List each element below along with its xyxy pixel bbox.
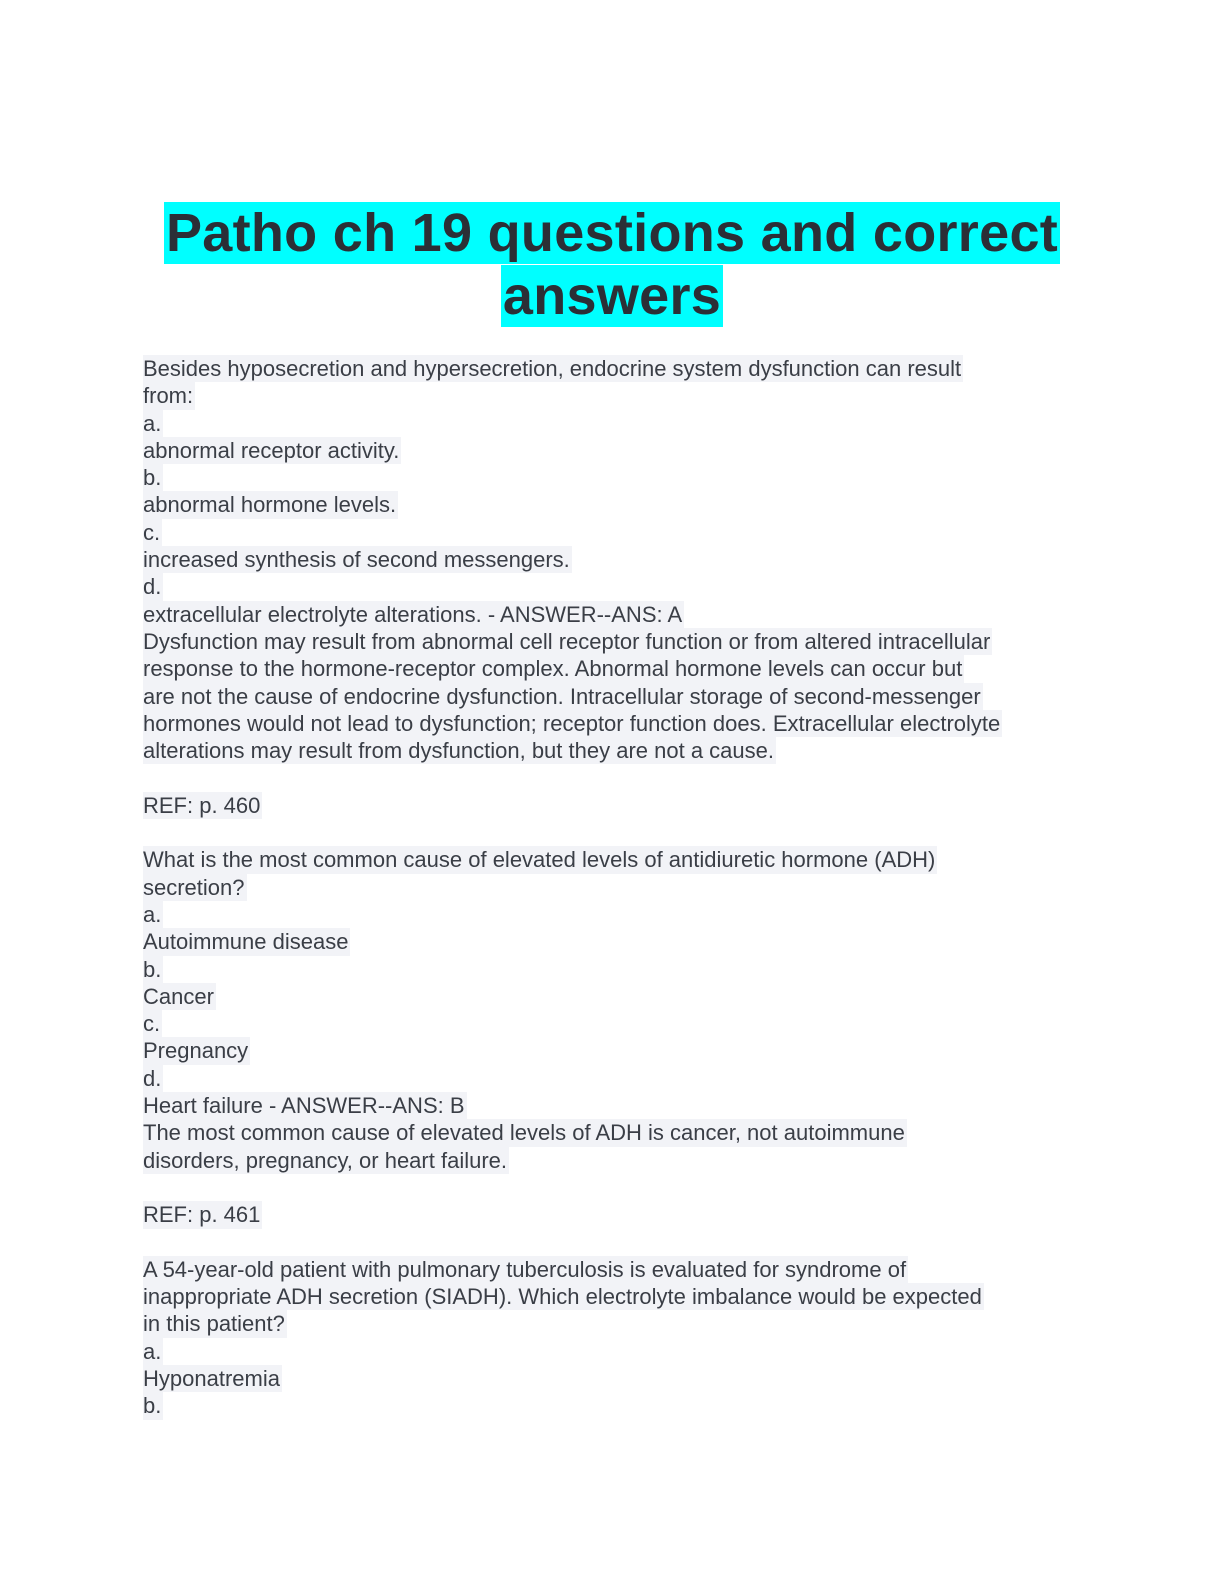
rationale-text: disorders, pregnancy, or heart failure. (143, 1147, 507, 1173)
option-letter: c. (143, 519, 161, 545)
option-letter: a. (143, 901, 162, 927)
question-text: secretion? (143, 874, 245, 900)
option-letter: b. (143, 465, 162, 491)
option-text: Pregnancy (143, 1038, 249, 1064)
rationale-text: alterations may result from dysfunction, but they are not a cause. (143, 738, 774, 764)
question-text: A 54-year-old patient with pulmonary tuberculosis is evaluated for syndrome of (143, 1256, 907, 1282)
title-line-2: answers (502, 266, 722, 326)
option-text: Hyponatremia (143, 1365, 280, 1391)
option-letter: d. (143, 574, 162, 600)
question-block-1 (143, 355, 1083, 846)
option-text-with-answer: Heart failure - ANSWER--ANS: B (143, 1093, 465, 1119)
option-text: Cancer (143, 983, 214, 1009)
question-text: inappropriate ADH secretion (SIADH). Which electrolyte imbalance would be expected (143, 1284, 982, 1310)
option-text: abnormal receptor activity. (143, 437, 400, 463)
question-text: in this patient? (143, 1311, 285, 1337)
option-letter: a. (143, 1338, 162, 1364)
reference-text: REF: p. 460 (143, 792, 261, 818)
option-letter: b. (143, 956, 162, 982)
option-letter: c. (143, 1011, 161, 1037)
option-letter: a. (143, 410, 162, 436)
rationale-text: response to the hormone-receptor complex. Abnormal hormone levels can occur but (143, 656, 963, 682)
option-letter: d. (143, 1065, 162, 1091)
document-title (0, 202, 1224, 328)
question-block-2 (143, 846, 1083, 1255)
question-text: Besides hyposecretion and hypersecretion, endocrine system dysfunction can result (143, 356, 962, 381)
document-body (143, 355, 1083, 1420)
rationale-text: The most common cause of elevated levels of ADH is cancer, not autoimmune (143, 1120, 905, 1146)
option-letter: b. (143, 1393, 162, 1419)
question-block-3 (143, 1256, 1083, 1420)
option-text: Autoimmune disease (143, 929, 349, 955)
reference-text: REF: p. 461 (143, 1202, 261, 1228)
rationale-text: Dysfunction may result from abnormal cell receptor function or from altered intracellular (143, 628, 991, 654)
option-text-with-answer: extracellular electrolyte alterations. - ANSWER--ANS: A (143, 601, 683, 627)
rationale-text: hormones would not lead to dysfunction; receptor function does. Extracellular electrolyte (143, 710, 1001, 736)
title-line-1: Patho ch 19 questions and correct (165, 203, 1059, 263)
option-text: abnormal hormone levels. (143, 492, 397, 518)
rationale-text: are not the cause of endocrine dysfunction. Intracellular storage of second-messenger (143, 683, 981, 709)
question-text: What is the most common cause of elevated levels of antidiuretic hormone (ADH) (143, 847, 936, 873)
option-text: increased synthesis of second messengers. (143, 547, 570, 573)
question-text: from: (143, 383, 194, 409)
